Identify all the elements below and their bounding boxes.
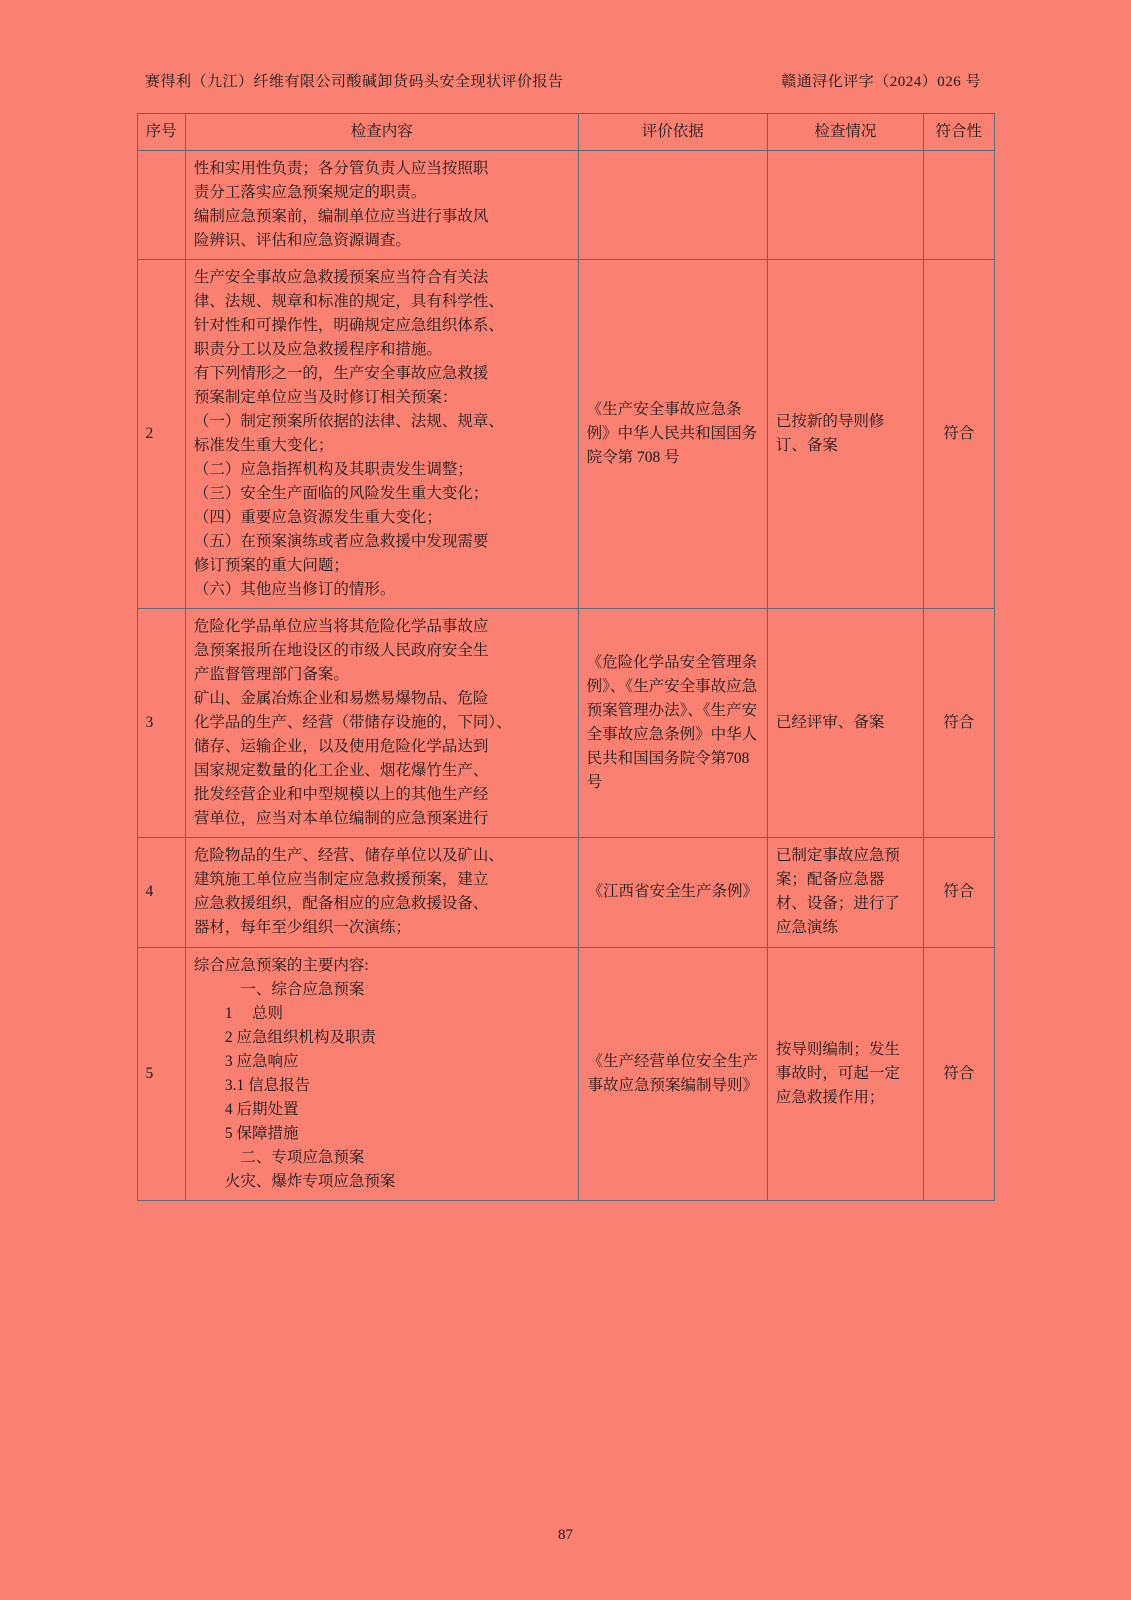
row-situation xyxy=(767,151,923,260)
column-header-situation: 检查情况 xyxy=(767,114,923,151)
table-row xyxy=(137,609,994,838)
table-body xyxy=(137,151,994,1201)
content-line: 2 应急组织机构及职责 xyxy=(193,1028,376,1046)
row-conform: 符合 xyxy=(923,609,994,838)
row-situation: 已按新的导则修订、备案 xyxy=(767,260,923,609)
column-header-conform: 符合性 xyxy=(923,114,994,151)
table-row xyxy=(137,260,994,609)
content-line: 险辨识、评估和应急资源调查。 xyxy=(193,232,411,250)
row-conform: 符合 xyxy=(923,838,994,947)
content-line: 综合应急预案的主要内容: xyxy=(193,956,369,974)
content-line: （五）在预案演练或者应急救援中发现需要 xyxy=(193,533,489,551)
row-conform: 符合 xyxy=(923,260,994,609)
row-basis: 《生产经营单位安全生产事故应急预案编制导则》 xyxy=(578,947,767,1200)
content-line: 性和实用性负责；各分管负责人应当按照职 xyxy=(193,160,489,178)
content-line: 器材，每年至少组织一次演练； xyxy=(193,919,411,937)
row-content xyxy=(185,609,578,838)
inspection-table xyxy=(137,113,995,1201)
content-line: 一、综合应急预案 xyxy=(193,980,365,998)
page-number: 87 xyxy=(558,1527,573,1543)
row-content xyxy=(185,151,578,260)
content-line: （二）应急指挥机构及其职责发生调整； xyxy=(193,461,473,479)
row-content xyxy=(185,260,578,609)
page-header xyxy=(100,70,1031,91)
row-content xyxy=(185,838,578,947)
row-basis: 《江西省安全生产条例》 xyxy=(578,838,767,947)
content-line: 二、专项应急预案 xyxy=(193,1148,365,1166)
content-line: 危险化学品单位应当将其危险化学品事故应 xyxy=(193,618,489,636)
content-line: 矿山、金属冶炼企业和易燃易爆物品、危险 xyxy=(193,690,489,708)
content-line: 职责分工以及应急救援程序和措施。 xyxy=(193,341,442,359)
table-header-row xyxy=(137,114,994,151)
content-line: 4 后期处置 xyxy=(193,1100,299,1118)
row-no: 3 xyxy=(137,609,185,838)
column-header-no: 序号 xyxy=(137,114,185,151)
content-line: （三）安全生产面临的风险发生重大变化； xyxy=(193,485,489,503)
content-line: 责分工落实应急预案规定的职责。 xyxy=(193,184,427,202)
content-line: 标准发生重大变化； xyxy=(193,437,334,455)
row-conform xyxy=(923,151,994,260)
content-line: 化学品的生产、经营（带储存设施的，下同）、 xyxy=(193,714,512,732)
content-line: 建筑施工单位应当制定应急救援预案，建立 xyxy=(193,871,489,889)
row-no: 5 xyxy=(137,947,185,1200)
content-line: 火灾、爆炸专项应急预案 xyxy=(193,1172,396,1190)
content-line: （四）重要应急资源发生重大变化； xyxy=(193,509,442,527)
row-situation: 已制定事故应急预案；配备应急器材、设备；进行了应急演练 xyxy=(767,838,923,947)
row-situation: 按导则编制；发生事故时，可起一定应急救援作用； xyxy=(767,947,923,1200)
row-no xyxy=(137,151,185,260)
content-line: 批发经营企业和中型规模以上的其他生产经 xyxy=(193,786,489,804)
content-line: 1 总则 xyxy=(193,1004,283,1022)
row-no: 4 xyxy=(137,838,185,947)
row-basis: 《危险化学品安全管理条例》、《生产安全事故应急预案管理办法》、《生产安全事故应急条例》中华人民共和国国务院令第708 号 xyxy=(578,609,767,838)
content-line: 5 保障措施 xyxy=(193,1124,299,1142)
row-no: 2 xyxy=(137,260,185,609)
content-line: 律、法规、规章和标准的规定，具有科学性、 xyxy=(193,293,504,311)
row-basis: 《生产安全事故应急条例》中华人民共和国国务院令第 708 号 xyxy=(578,260,767,609)
column-header-content: 检查内容 xyxy=(185,114,578,151)
row-conform: 符合 xyxy=(923,947,994,1200)
content-line: 3 应急响应 xyxy=(193,1052,299,1070)
content-line: 有下列情形之一的，生产安全事故应急救援 xyxy=(193,365,489,383)
row-content xyxy=(185,947,578,1200)
content-line: （一）制定预案所依据的法律、法规、规章、 xyxy=(193,413,504,431)
row-basis xyxy=(578,151,767,260)
content-line: 国家规定数量的化工企业、烟花爆竹生产、 xyxy=(193,762,489,780)
content-line: 应急救援组织，配备相应的应急救援设备、 xyxy=(193,895,489,913)
table-row xyxy=(137,838,994,947)
content-line: 产监督管理部门备案。 xyxy=(193,666,349,684)
table-row xyxy=(137,151,994,260)
content-line: 危险物品的生产、经营、储存单位以及矿山、 xyxy=(193,847,504,865)
content-line: 营单位，应当对本单位编制的应急预案进行 xyxy=(193,810,489,828)
content-line: 修订预案的重大问题； xyxy=(193,557,349,575)
header-report-number: 赣通浔化评字（2024）026 号 xyxy=(781,74,981,90)
content-line: 储存、运输企业，以及使用危险化学品达到 xyxy=(193,738,489,756)
column-header-basis: 评价依据 xyxy=(578,114,767,151)
page-footer xyxy=(0,1527,1131,1544)
content-line: 针对性和可操作性，明确规定应急组织体系、 xyxy=(193,317,504,335)
header-report-title: 赛得利（九江）纤维有限公司酸碱卸货码头安全现状评价报告 xyxy=(145,74,564,90)
content-line: 编制应急预案前，编制单位应当进行事故风 xyxy=(193,208,489,226)
row-situation: 已经评审、备案 xyxy=(767,609,923,838)
content-line: 急预案报所在地设区的市级人民政府安全生 xyxy=(193,642,489,660)
content-line: 生产安全事故应急救援预案应当符合有关法 xyxy=(193,269,489,287)
table-row xyxy=(137,947,994,1200)
content-line: 3.1 信息报告 xyxy=(193,1076,311,1094)
content-line: （六）其他应当修订的情形。 xyxy=(193,581,396,599)
content-line: 预案制定单位应当及时修订相关预案： xyxy=(193,389,458,407)
